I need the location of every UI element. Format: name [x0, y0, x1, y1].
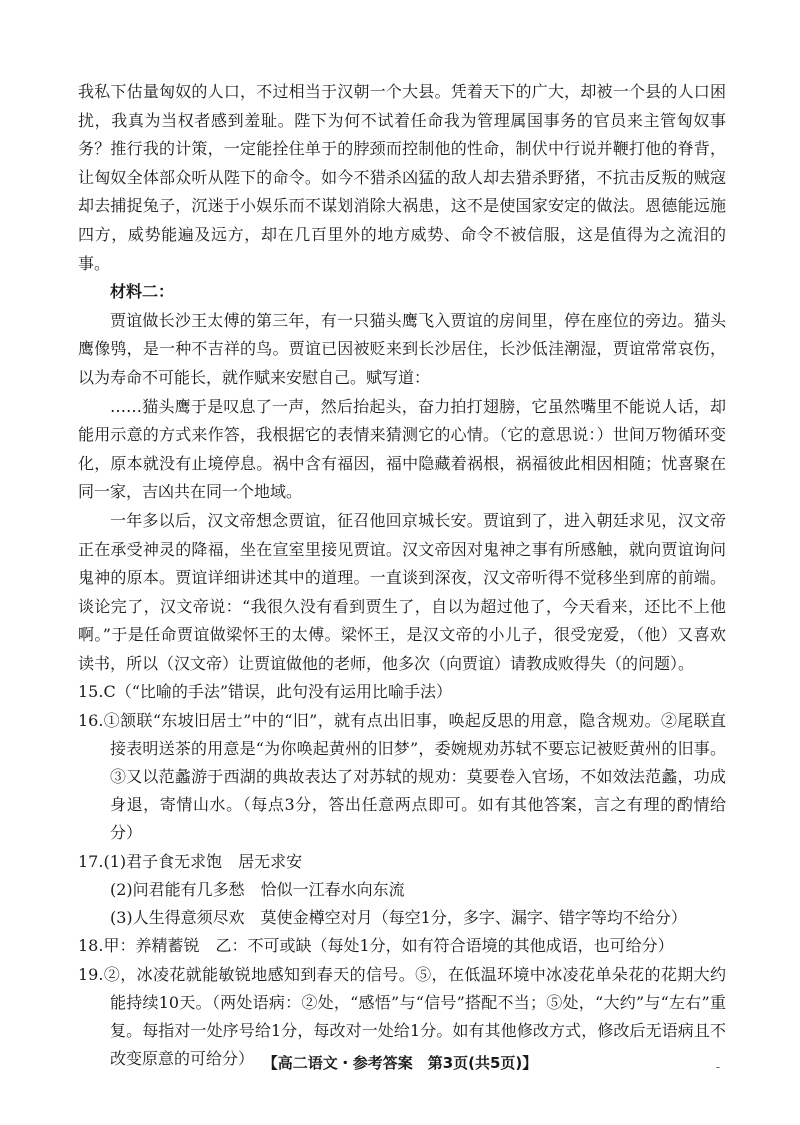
answer-17-line-2: (2)问君能有几多愁 恰似一江春水向东流 [110, 879, 405, 899]
answer-17-line-3: (3)人生得意须尽欢 莫使金樽空对月（每空1分，多字、漏字、错字等均不给分） [110, 908, 687, 928]
answer-17 [78, 848, 726, 933]
material2-paragraph: ……猫头鹰于是叹息了一声，然后抬起头，奋力拍打翅膀，它虽然嘴里不能说人话，却能用示意的方式来作答，我根据它的表情来猜测它的心情。（它的意思说：）世间万物循环变化，原本就没有止境停息。祸中含有福因，福中隐藏着祸根，祸福彼此相因相随；忧喜聚在同一家，吉凶共在同一个地域。 [78, 396, 726, 502]
answer-16: 16.①颔联“东坡旧居士”中的“旧”，就有点出旧事，唤起反思的用意，隐含规劝。②尾联直接表明送茶的用意是“为你唤起黄州的旧梦”，委婉规劝苏轼不要忘记被贬黄州的旧事。③又以范蠡游于西湖的典故表达了对苏轼的规劝：莫要卷入官场，不如效法范蠡，功成身退，寄情山水。（每点3分，答出任意两点即可。如有其他答案，言之有理的酌情给分） [78, 710, 726, 843]
answer-17-line-1: (1)君子食无求饱 居无求安 [103, 851, 303, 871]
answer-17-number: 17. [78, 851, 104, 871]
material2-paragraph: 贾谊做长沙王太傅的第三年，有一只猫头鹰飞入贾谊的房间里，停在座位的旁边。猫头鹰像鸮，是一种不吉祥的鸟。贾谊已因被贬来到长沙居住，长沙低洼潮湿，贾谊常常哀伤，以为寿命不可能长，就作赋来安慰自己。赋写道： [78, 310, 726, 387]
page-content [78, 78, 726, 1073]
answer-15: 15.C（“比喻的手法”错误，此句没有运用比喻手法） [78, 682, 453, 702]
corner-mark: - [716, 1060, 721, 1074]
answer-17-line [78, 848, 726, 876]
material2-title: 材料二： [110, 282, 175, 302]
page-footer: 【高二语文・参考答案 第3页(共5页)】 [262, 1054, 538, 1072]
answer-18: 18.甲：养精蓄锐 乙：不可或缺（每处1分，如有符合语境的其他成语，也可给分） [78, 936, 674, 956]
material1-continuation: 我私下估量匈奴的人口，不过相当于汉朝一个大县。凭着天下的广大，却被一个县的人口困扰，我真为当权者感到羞耻。陛下为何不试着任命我为管理属国事务的官员来主管匈奴事务？推行我的计策，一定能拴住单于的脖颈而控制他的性命，制伏中行说并鞭打他的脊背，让匈奴全体部众听从陛下的命令。如今不猎杀凶猛的敌人却去猎杀野猪，不抗击反叛的贼寇却去捕捉兔子，沉迷于小娱乐而不谋划消除大祸患，这不是使国家安定的做法。恩德能远施四方，威势能遍及远方，却在几百里外的地方威势、命令不被信服，这是值得为之流泪的事。 [78, 82, 726, 273]
answer-19: 19.②，冰凌花就能敏锐地感知到春天的信号。⑤，在低温环境中冰凌花单朵花的花期大约能持续10天。（两处语病：②处，“感悟”与“信号”搭配不当；⑤处，“大约”与“左右”重复。每指对一处序号给1分，每改对一处给1分。如有其他修改方式，修改后无语病且不改变原意的可给分） [78, 964, 726, 1069]
material2-paragraph: 一年多以后，汉文帝想念贾谊，征召他回京城长安。贾谊到了，进入朝廷求见，汉文帝正在承受神灵的降福，坐在宣室里接见贾谊。汉文帝因对鬼神之事有所感触，就向贾谊询问鬼神的原本。贾谊详细讲述其中的道理。一直谈到深夜，汉文帝听得不觉移坐到席的前端。谈论完了，汉文帝说：“我很久没有看到贾生了，自以为超过他了，今天看来，还比不上他啊。”于是任命贾谊做梁怀王的太傅。梁怀王，是汉文帝的小儿子，很受宠爱，（他）又喜欢读书，所以（汉文帝）让贾谊做他的老师，他多次（向贾谊）请教成败得失（的问题）。 [78, 510, 726, 673]
